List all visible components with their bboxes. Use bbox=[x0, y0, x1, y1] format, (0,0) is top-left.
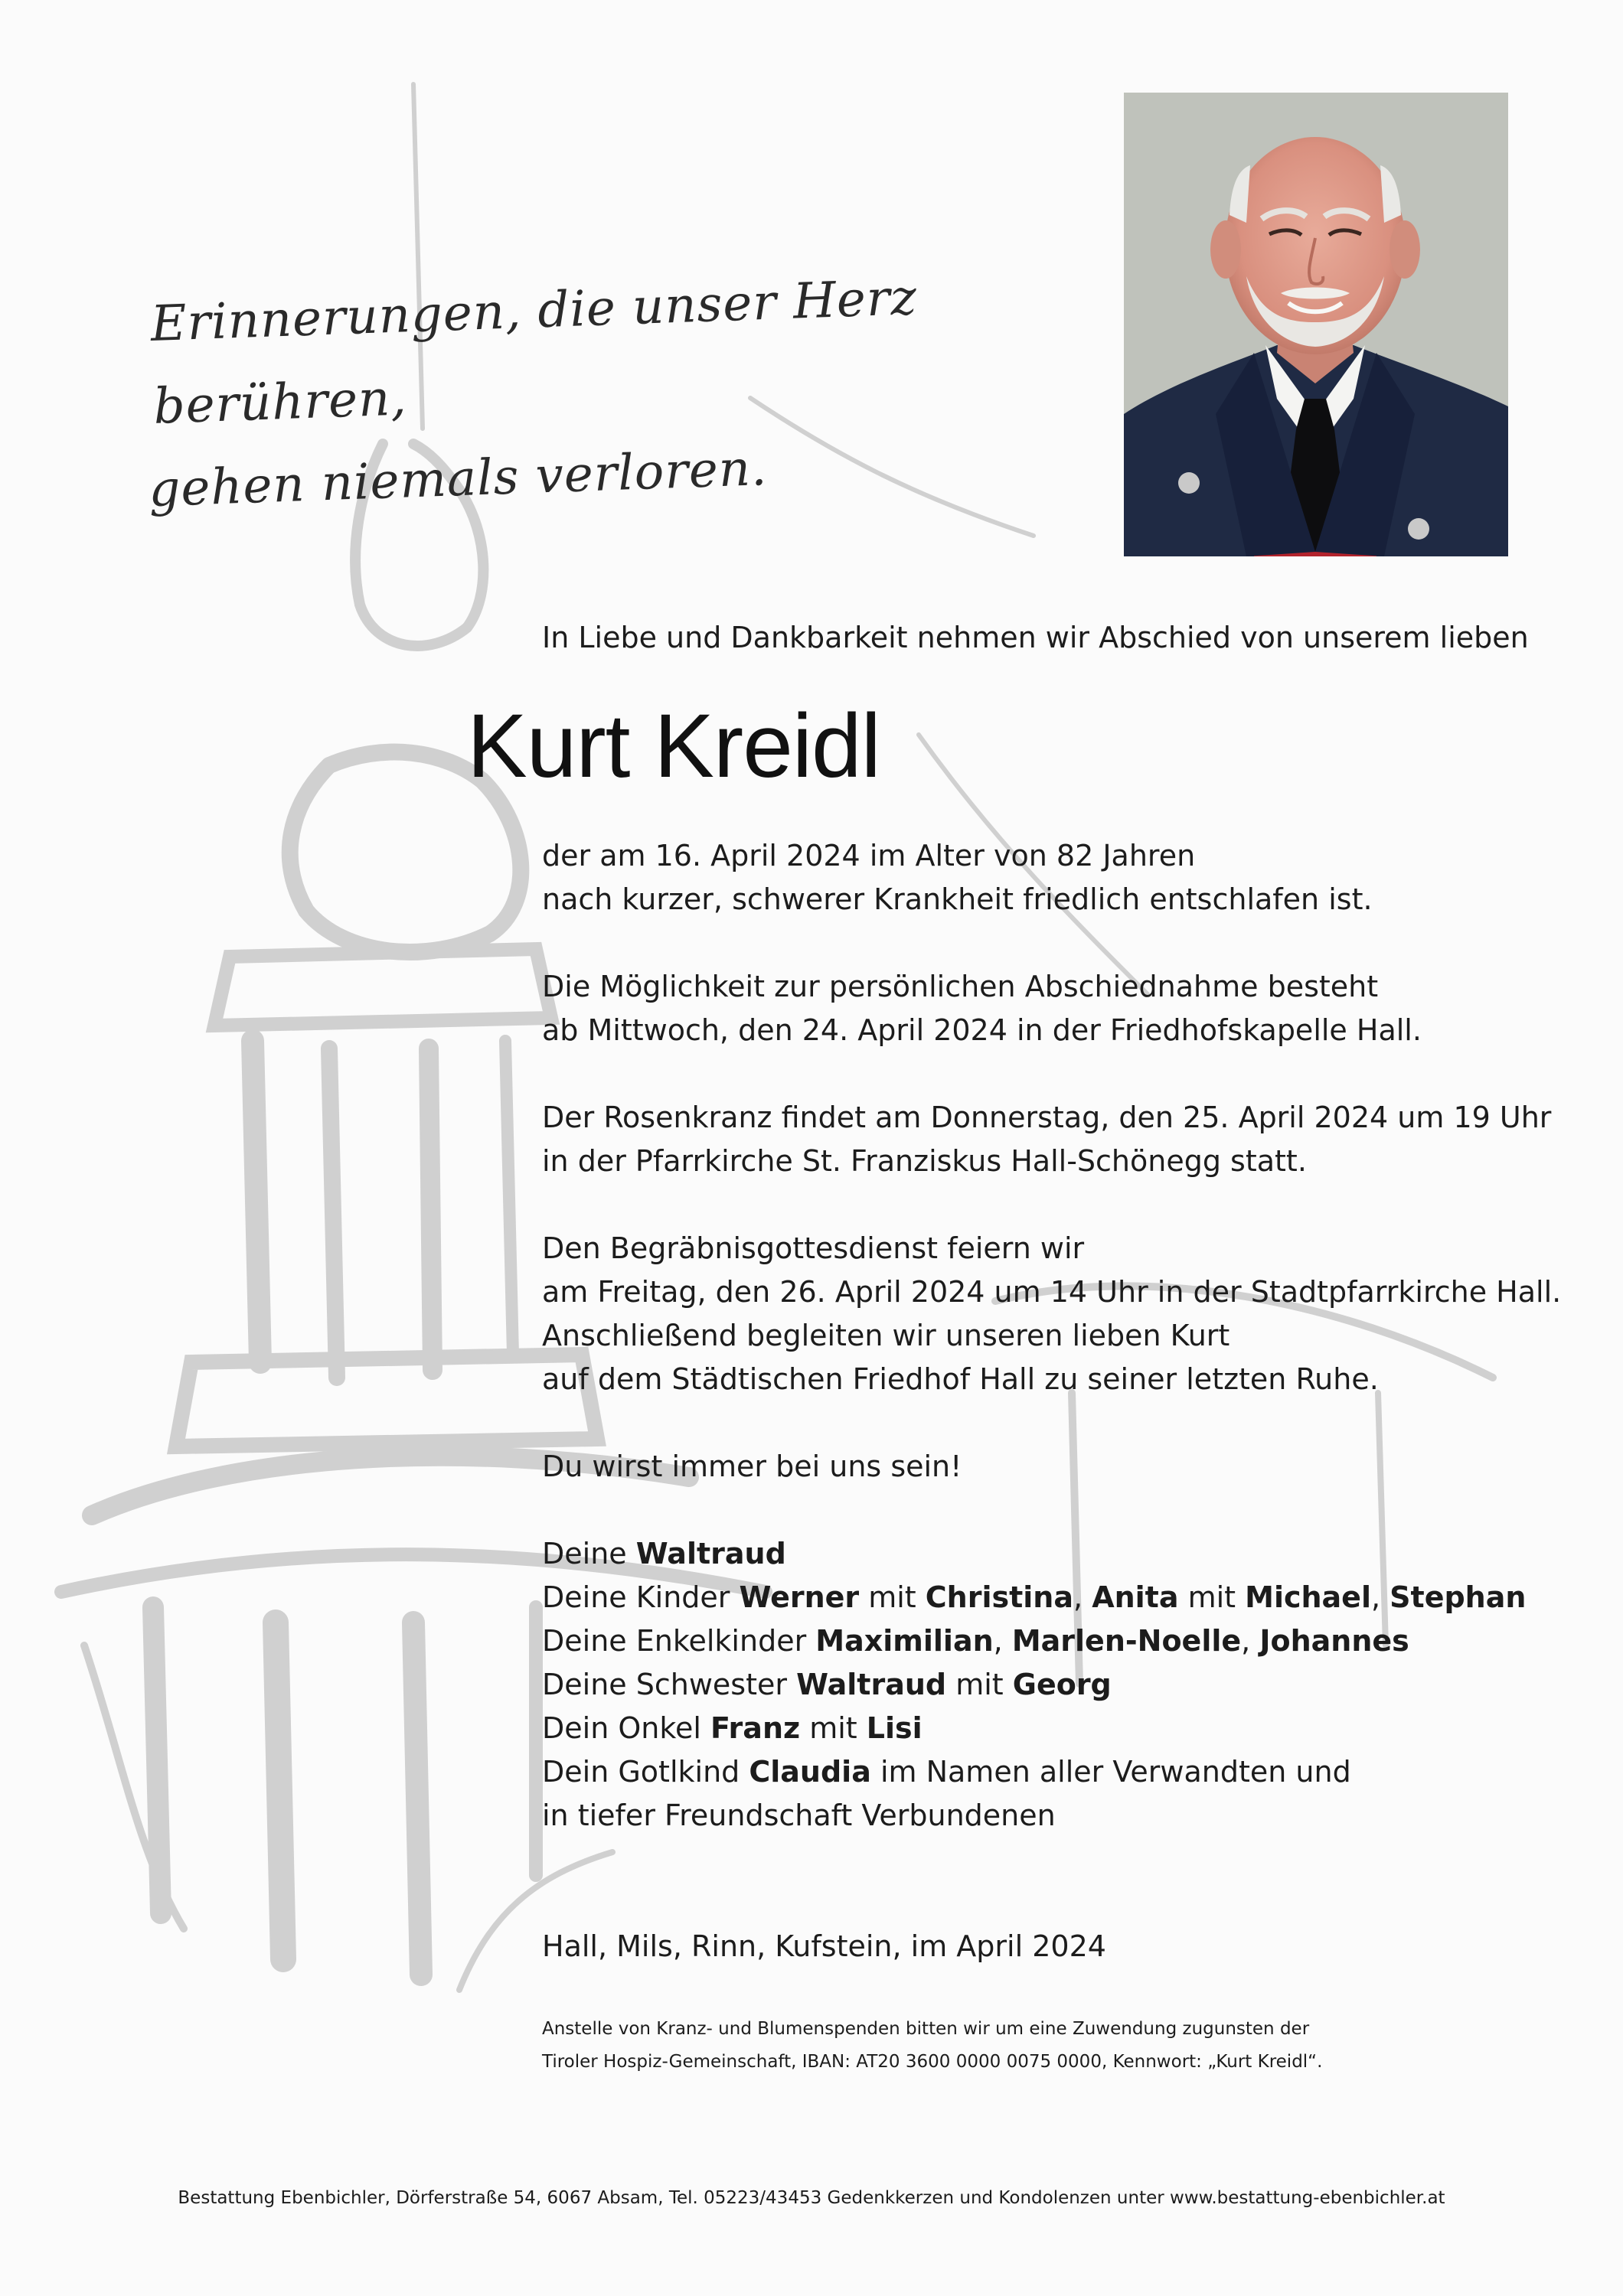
family-member-name: Lisi bbox=[866, 1711, 923, 1745]
family-text: Deine Enkelkinder bbox=[542, 1624, 816, 1658]
place-date: Hall, Mils, Rinn, Kufstein, im April 2024 bbox=[542, 1929, 1106, 1963]
funeral-home-footer: Bestattung Ebenbichler, Dörferstraße 54, 6067 Absam, Tel. 05223/43453 Gedenkkerzen und Kondolenzen unter www.bestattung-ebenbichler.at bbox=[178, 2188, 1445, 2208]
family-line bbox=[542, 1532, 1537, 1576]
family-text: mit bbox=[1178, 1580, 1246, 1614]
quote-line-1: Erinnerungen, die unser Herz berühren, bbox=[149, 269, 919, 435]
paragraph-line: Du wirst immer bei uns sein! bbox=[542, 1450, 962, 1483]
paragraph-funeral bbox=[542, 1227, 1562, 1401]
family-text: Deine Schwester bbox=[542, 1668, 797, 1701]
family-member-name: Anita bbox=[1092, 1580, 1179, 1614]
paragraph-line: Den Begräbnisgottesdienst feiern wir bbox=[542, 1231, 1085, 1265]
family-line bbox=[542, 1707, 1537, 1750]
portrait-photo bbox=[1124, 93, 1508, 556]
paragraph-line: ab Mittwoch, den 24. April 2024 in der Friedhofskapelle Hall. bbox=[542, 1013, 1422, 1047]
family-member-name: Claudia bbox=[749, 1755, 871, 1789]
family-text: , bbox=[1073, 1580, 1092, 1614]
paragraph-line: Anschließend begleiten wir unseren lieben Kurt bbox=[542, 1319, 1230, 1352]
paragraph-farewell bbox=[542, 965, 1537, 1052]
family-text: Dein Onkel bbox=[542, 1711, 711, 1745]
family-text: mit bbox=[800, 1711, 867, 1745]
paragraph-line: der am 16. April 2024 im Alter von 82 Jahren bbox=[542, 839, 1196, 872]
paragraph-line: auf dem Städtischen Friedhof Hall zu seiner letzten Ruhe. bbox=[542, 1362, 1379, 1396]
family-text: Deine bbox=[542, 1537, 636, 1570]
family-member-name: Marlen-Noelle bbox=[1011, 1624, 1242, 1658]
paragraph-rosary bbox=[542, 1096, 1552, 1183]
donation-note-line-2: Tiroler Hospiz-Gemeinschaft, IBAN: AT20 3600 0000 0075 0000, Kennwort: „Kurt Kreidl“. bbox=[542, 2052, 1323, 2072]
quote-line-2: gehen niemals verloren. bbox=[148, 440, 769, 519]
family-member-name: Stephan bbox=[1390, 1580, 1527, 1614]
family-text: Dein Gotlkind bbox=[542, 1755, 749, 1789]
paragraph-line: Der Rosenkranz findet am Donnerstag, den 25. April 2024 um 19 Uhr bbox=[542, 1101, 1552, 1134]
family-line bbox=[542, 1794, 1537, 1838]
paragraph-death bbox=[542, 834, 1537, 921]
paragraph-line: am Freitag, den 26. April 2024 um 14 Uhr in der Stadtpfarrkirche Hall. bbox=[542, 1275, 1562, 1309]
family-member-name: Franz bbox=[710, 1711, 801, 1745]
family-list bbox=[542, 1532, 1537, 1838]
family-text: , bbox=[993, 1624, 1012, 1658]
family-member-name: Christina bbox=[925, 1580, 1074, 1614]
family-member-name: Georg bbox=[1012, 1668, 1112, 1701]
paragraph-line: in der Pfarrkirche St. Franziskus Hall-Schönegg statt. bbox=[542, 1144, 1307, 1178]
deceased-name: Kurt Kreidl bbox=[467, 696, 880, 797]
intro-text: In Liebe und Dankbarkeit nehmen wir Abschied von unserem lieben bbox=[542, 621, 1529, 654]
family-member-name: Waltraud bbox=[796, 1668, 947, 1701]
family-text: , bbox=[1370, 1580, 1390, 1614]
family-line bbox=[542, 1750, 1537, 1794]
paragraph-line: nach kurzer, schwerer Krankheit friedlich entschlafen ist. bbox=[542, 882, 1373, 916]
paragraph-closing bbox=[542, 1445, 1537, 1489]
family-text: im Namen aller Verwandten und bbox=[870, 1755, 1351, 1789]
family-member-name: Johannes bbox=[1259, 1624, 1409, 1658]
family-text: mit bbox=[859, 1580, 926, 1614]
family-line bbox=[542, 1663, 1537, 1707]
family-text: in tiefer Freundschaft Verbundenen bbox=[542, 1799, 1056, 1832]
family-text: Deine Kinder bbox=[542, 1580, 740, 1614]
paragraph-line: Die Möglichkeit zur persönlichen Abschiednahme besteht bbox=[542, 970, 1379, 1003]
family-member-name: Waltraud bbox=[635, 1537, 786, 1570]
family-member-name: Maximilian bbox=[815, 1624, 994, 1658]
family-member-name: Michael bbox=[1245, 1580, 1371, 1614]
family-member-name: Werner bbox=[739, 1580, 860, 1614]
family-text: , bbox=[1241, 1624, 1260, 1658]
family-line bbox=[542, 1576, 1537, 1619]
donation-note bbox=[542, 2013, 1322, 2079]
obituary-body bbox=[542, 834, 1562, 1838]
family-text: mit bbox=[946, 1668, 1013, 1701]
family-line bbox=[542, 1619, 1537, 1663]
donation-note-line-1: Anstelle von Kranz- und Blumenspenden bitten wir um eine Zuwendung zugunsten der bbox=[542, 2019, 1310, 2039]
memorial-quote bbox=[149, 249, 1138, 530]
